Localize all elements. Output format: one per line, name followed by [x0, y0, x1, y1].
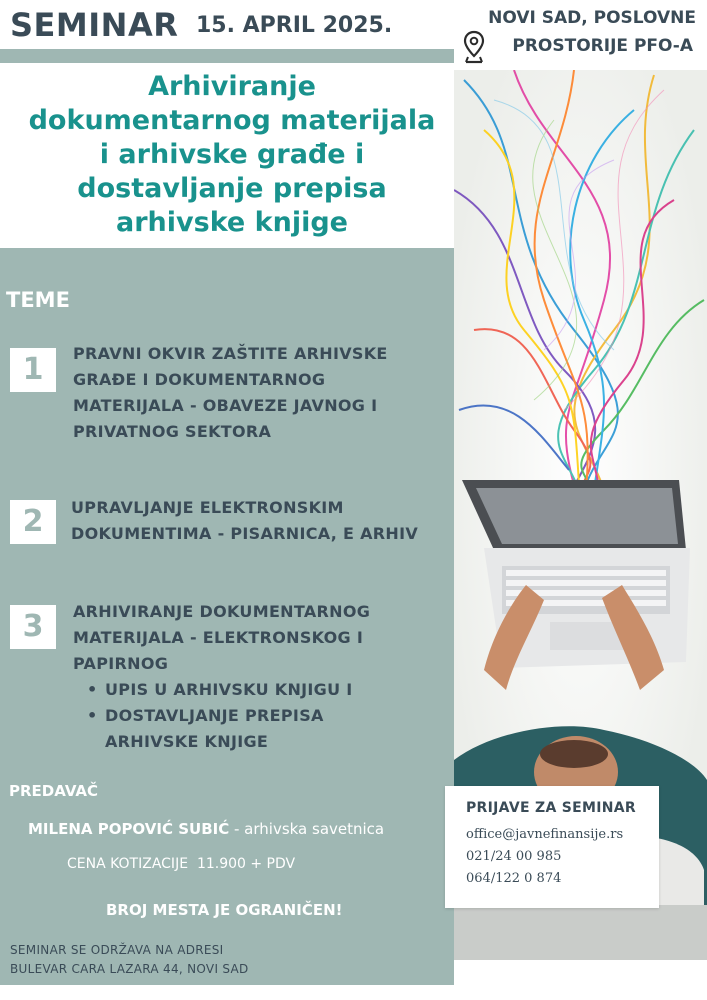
title-line: arhivske knjige	[116, 207, 348, 238]
address-line-2: BULEVAR CARA LAZARA 44, NOVI SAD	[10, 962, 249, 976]
seminar-title	[12, 70, 452, 240]
title-line: dokumentarnog materijala	[28, 105, 436, 136]
bullet-dot-icon: •	[87, 680, 98, 699]
limited-seats-notice: BROJ MESTA JE OGRANIČEN!	[106, 901, 343, 919]
header-rule	[0, 49, 454, 63]
header-date: 15. APRIL 2025.	[196, 13, 393, 38]
bullet-line: ARHIVSKE KNJIGE	[105, 732, 269, 751]
topics-heading: TEME	[6, 288, 70, 312]
bullet-line: DOSTAVLJANJE PREPISA	[105, 706, 324, 725]
topic-2	[71, 495, 451, 547]
topic-3-bullet-1	[87, 677, 353, 703]
topic-number-2: 2	[10, 500, 56, 544]
topic-number-3: 3	[10, 605, 56, 649]
title-line: Arhiviranje	[148, 71, 316, 102]
location-line-2: PROSTORIJE PFO-A	[512, 36, 693, 56]
topic-line: UPRAVLJANJE ELEKTRONSKIM	[71, 498, 344, 517]
topic-line: PRIVATNOG SEKTORA	[73, 422, 272, 441]
topic-line: DOKUMENTIMA - PISARNICA, E ARHIV	[71, 524, 419, 543]
topic-1	[73, 341, 443, 445]
registration-email[interactable]: office@javnefinansije.rs	[466, 827, 624, 842]
bullet-dot-icon: •	[87, 706, 98, 725]
topic-line: GRAĐE I DOKUMENTARNOG	[73, 370, 326, 389]
topic-line: MATERIJALA - OBAVEZE JAVNOG I	[73, 396, 378, 415]
topic-line: PRAVNI OKVIR ZAŠTITE ARHIVSKE	[73, 344, 388, 363]
registration-phone-2[interactable]: 064/122 0 874	[466, 871, 562, 886]
location-line-1: NOVI SAD, POSLOVNE	[488, 8, 696, 28]
topic-line: PAPIRNOG	[73, 654, 169, 673]
topic-line: ARHIVIRANJE DOKUMENTARNOG	[73, 602, 371, 621]
lecturer-heading: PREDAVAČ	[9, 782, 99, 800]
title-line: dostavljanje prepisa	[77, 173, 387, 204]
registration-phone-1[interactable]: 021/24 00 985	[466, 849, 562, 864]
title-line: i arhivske građe i	[99, 139, 365, 170]
address-line-1: SEMINAR SE ODRŽAVA NA ADRESI	[10, 943, 224, 957]
header-seminar: SEMINAR	[10, 6, 179, 44]
registration-title: PRIJAVE ZA SEMINAR	[466, 800, 636, 816]
topic-3-bullet-2	[87, 703, 324, 755]
topic-number-1: 1	[10, 348, 56, 392]
lecturer-separator: -	[229, 820, 245, 838]
price: CENA KOTIZACIJE 11.900 + PDV	[67, 856, 296, 872]
lecturer-line	[28, 820, 384, 838]
lecturer-name: MILENA POPOVIĆ SUBIĆ	[28, 820, 230, 838]
bullet-line: UPIS U ARHIVSKU KNJIGU I	[105, 680, 353, 699]
topic-line: MATERIJALA - ELEKTRONSKOG I	[73, 628, 364, 647]
topic-3	[73, 599, 443, 677]
lecturer-role: arhivska savetnica	[244, 820, 385, 838]
registration-box	[445, 786, 659, 908]
